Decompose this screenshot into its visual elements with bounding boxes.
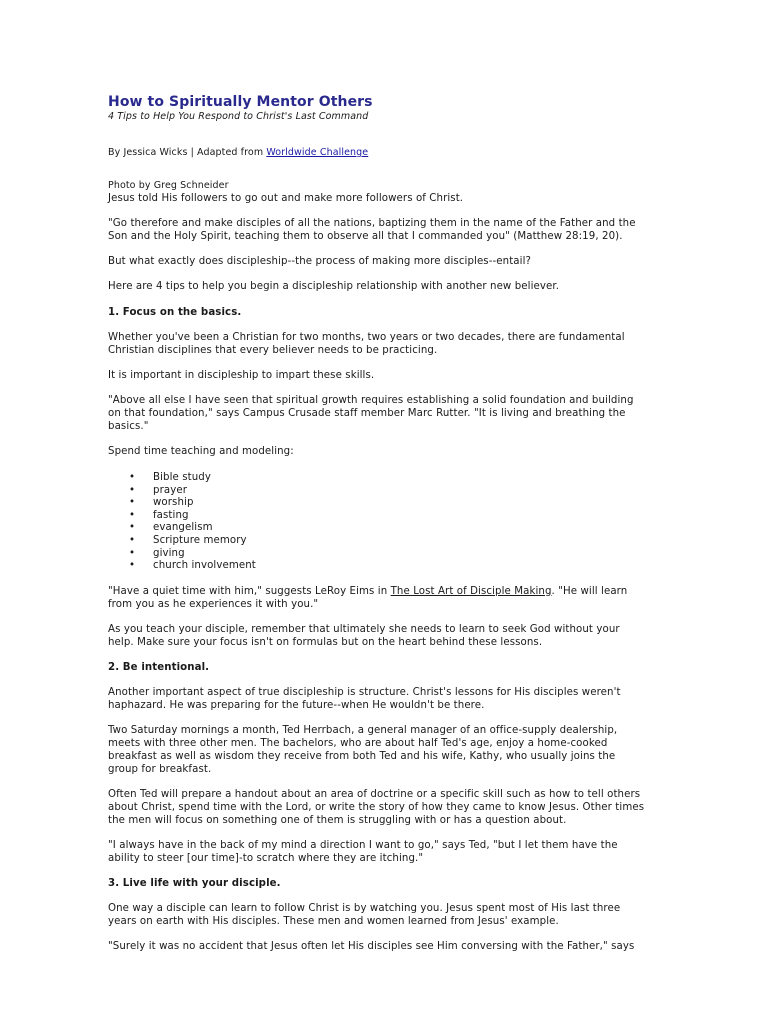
paragraph: Whether you've been a Christian for two months, two years or two decades, there are fundamental Christian disciplines that every believer needs to be practicing. xyxy=(108,331,625,356)
list-item: • church involvement xyxy=(153,560,648,573)
list-item: • giving xyxy=(153,548,648,561)
list-item: • Scripture memory xyxy=(153,535,648,548)
section-heading: 2. Be intentional. xyxy=(108,661,210,673)
paragraph: "I always have in the back of my mind a direction I want to go," says Ted, "but I let them have the ability to steer [our time]-to scratch where they are itching." xyxy=(108,839,618,864)
paragraph: As you teach your disciple, remember that ultimately she needs to learn to seek God without your help. Make sure your focus isn't on formulas but on the heart behind these lessons. xyxy=(108,623,620,648)
paragraph: Here are 4 tips to help you begin a discipleship relationship with another new believer. xyxy=(108,281,560,293)
paragraph: Another important aspect of true discipleship is structure. Christ's lessons for His disciples weren't haphazard. He was preparing for the future--when He wouldn't be there. xyxy=(108,687,621,711)
list-item: • prayer xyxy=(153,485,648,498)
paragraph: Spend time teaching and modeling: xyxy=(108,446,294,458)
quote-text: . "He will learn from you as he experiences it with you." xyxy=(108,585,628,610)
paragraph: It is important in discipleship to impart these skills. xyxy=(108,369,375,381)
article-title: How to Spiritually Mentor Others xyxy=(108,94,373,110)
section-heading: 3. Live life with your disciple. xyxy=(108,877,281,889)
byline-text: By Jessica Wicks | Adapted from xyxy=(108,147,267,158)
paragraph: "Surely it was no accident that Jesus often let His disciples see Him conversing with the Father," says xyxy=(108,941,635,953)
list-item: • evangelism xyxy=(153,522,648,535)
article-body xyxy=(108,94,648,967)
paragraph: One way a disciple can learn to follow Christ is by watching you. Jesus spent most of His last three years on earth with His disciples. These men and women learned from Jesus' example. xyxy=(108,903,621,928)
paragraph: But what exactly does discipleship--the process of making more disciples--entail? xyxy=(108,255,532,267)
paragraph: "Above all else I have seen that spiritual growth requires establishing a solid foundation and building on that foundation," says Campus Crusade staff member Marc Rutter. "It is living and breathing the basics." xyxy=(108,395,634,432)
book-title-link[interactable]: The Lost Art of Disciple Making xyxy=(390,585,552,597)
list-item: • Bible study xyxy=(153,472,648,485)
source-link[interactable]: Worldwide Challenge xyxy=(266,147,369,158)
paragraph: Often Ted will prepare a handout about an area of doctrine or a specific skill such as how to tell others about Christ, spend time with the Lord, or write the story of how they came to know Jesus. Other times the men will focus on something one of them is struggling with or has a question about. xyxy=(108,788,645,826)
list-item: • fasting xyxy=(153,510,648,523)
byline xyxy=(108,147,648,160)
list-item: • worship xyxy=(153,497,648,510)
quote-text: "Have a quiet time with him," suggests LeRoy Eims in xyxy=(108,585,391,597)
photo-credit: Photo by Greg Schneider xyxy=(108,179,229,191)
paragraph xyxy=(108,586,648,612)
paragraph: Two Saturday mornings a month, Ted Herrbach, a general manager of an office-supply dealership, meets with three other men. The bachelors, who are about half Ted's age, enjoy a home-cooked breakfast as well as wisdom they receive from both Ted and his wife, Kathy, who usually joins the group for breakfast. xyxy=(108,725,618,775)
skills-list xyxy=(108,472,648,573)
paragraph: "Go therefore and make disciples of all the nations, baptizing them in the name of the Father and the Son and the Holy Spirit, teaching them to observe all that I commanded you" (Matthew 28:19, 20). xyxy=(108,217,636,242)
section-heading: 1. Focus on the basics. xyxy=(108,306,242,318)
article-subtitle: 4 Tips to Help You Respond to Christ's Last Command xyxy=(108,111,369,122)
paragraph: Jesus told His followers to go out and make more followers of Christ. xyxy=(108,192,464,204)
